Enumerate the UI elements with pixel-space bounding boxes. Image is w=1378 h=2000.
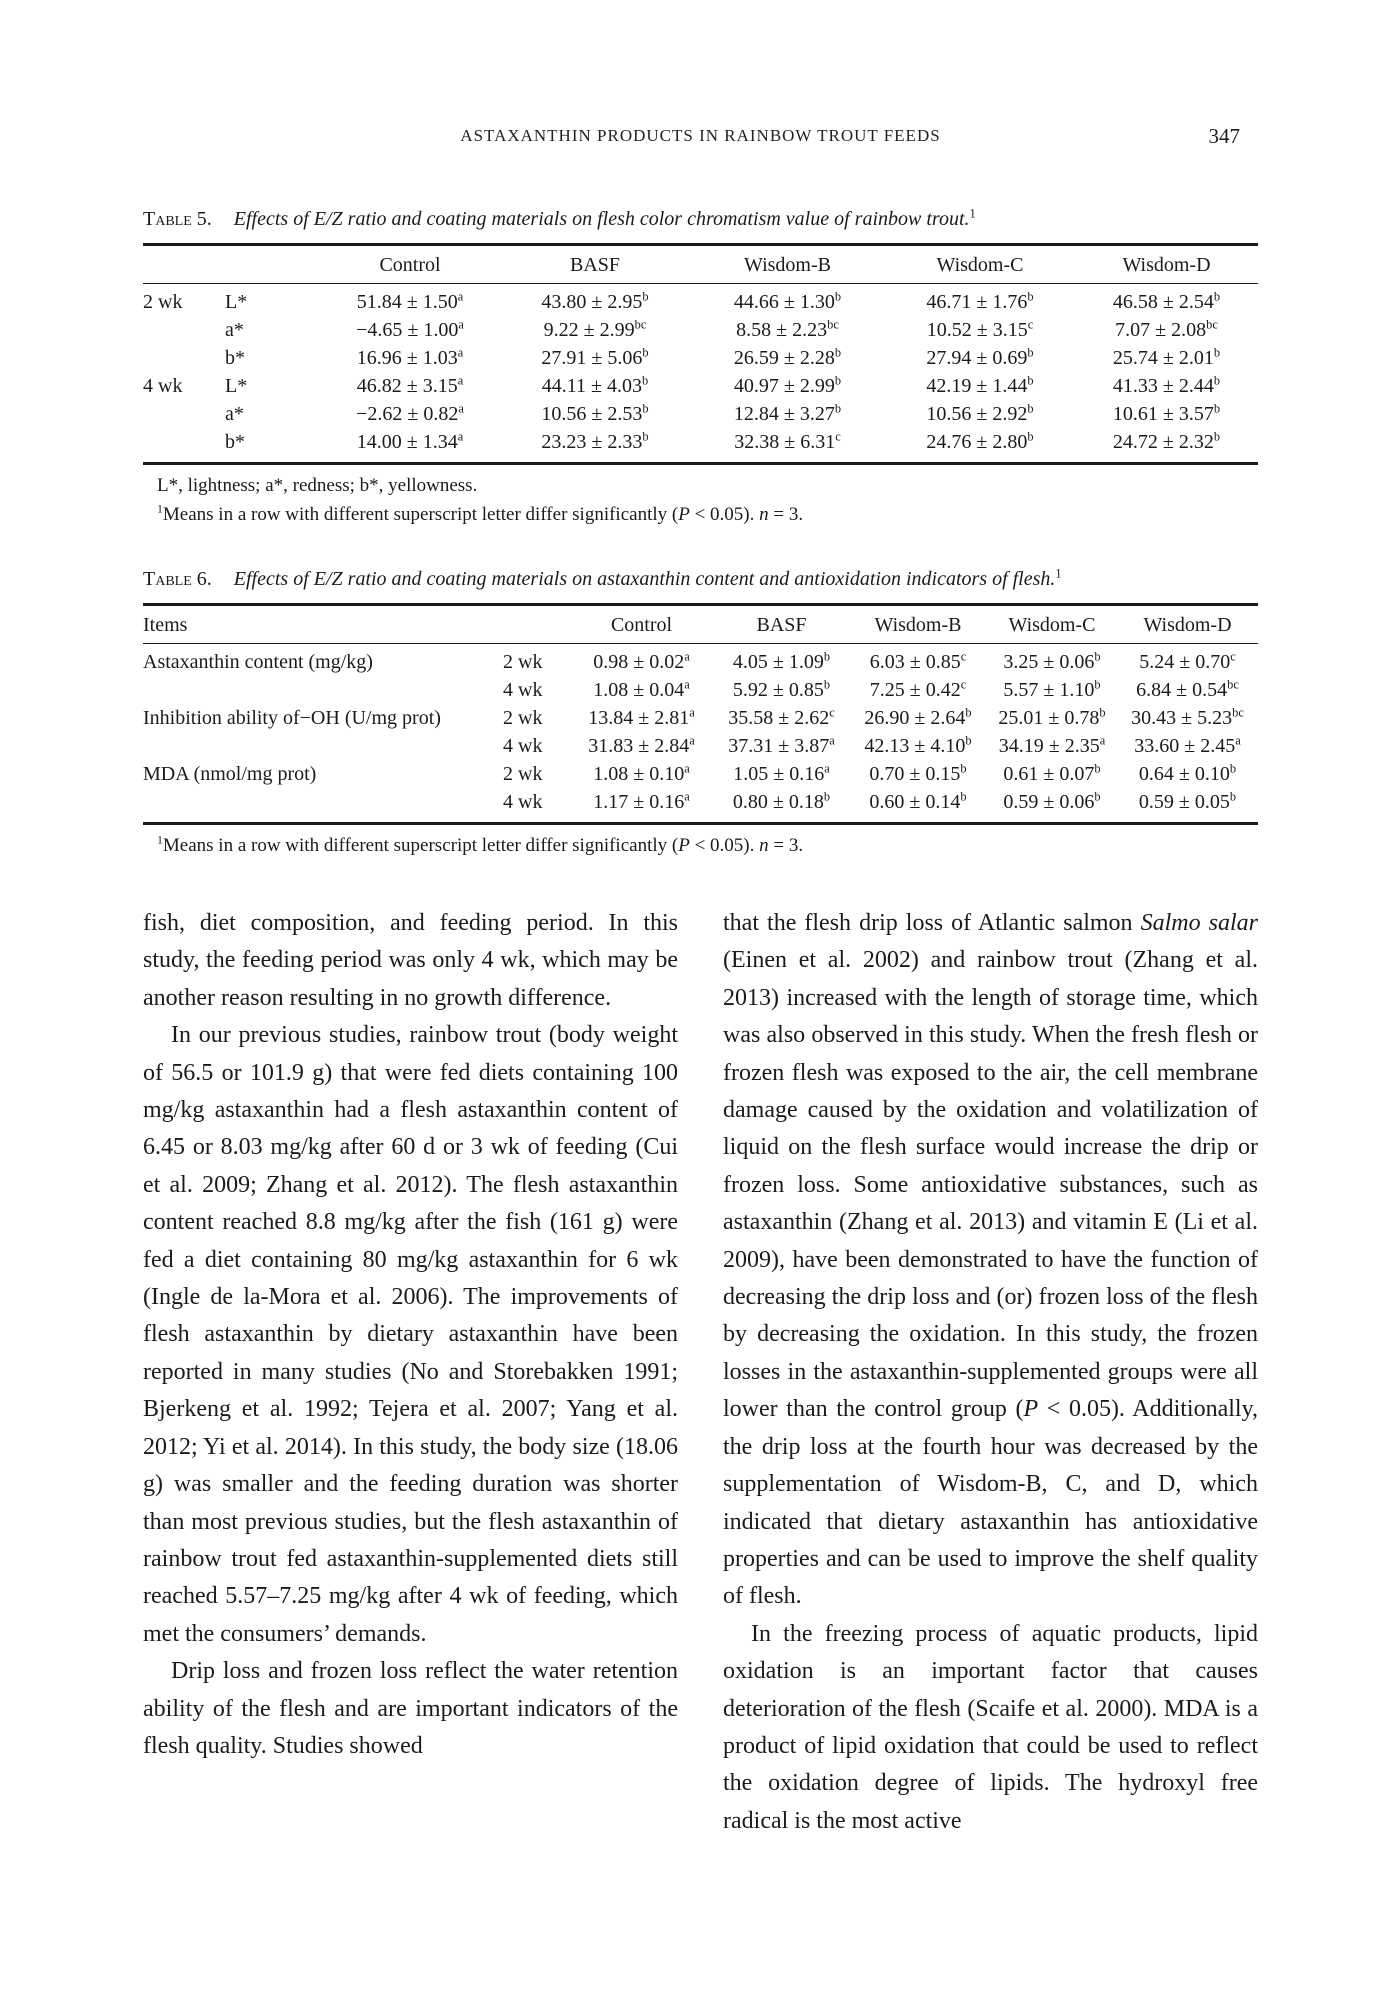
superscript: 1 <box>1055 566 1062 581</box>
data-cell <box>849 761 987 789</box>
row-label: 2 wk <box>503 651 543 673</box>
data-cell <box>849 705 987 733</box>
cell-value: 32.38 ± 6.31 <box>734 431 836 453</box>
data-cell <box>500 284 690 317</box>
data-cell <box>885 345 1075 373</box>
significance-superscript: b <box>823 677 831 692</box>
data-cell <box>1117 733 1258 761</box>
row-group-label: MDA (nmol/mg prot) <box>143 763 317 785</box>
cell-value: 1.08 ± 0.04 <box>593 679 685 701</box>
significance-superscript: b <box>1027 345 1034 360</box>
row-group-label <box>143 733 503 761</box>
cell-value: 44.11 ± 4.03 <box>541 375 643 397</box>
column-header: Wisdom-D <box>1075 245 1258 284</box>
cell-value: 0.98 ± 0.02 <box>593 651 685 673</box>
significance-superscript: a <box>829 733 835 748</box>
significance-superscript: b <box>823 649 831 664</box>
significance-superscript: a <box>457 373 464 388</box>
data-cell <box>714 705 849 733</box>
cell-value: 44.66 ± 1.30 <box>733 291 835 313</box>
table-row <box>143 644 1258 677</box>
cell-value: 3.25 ± 0.06 <box>1003 651 1095 673</box>
significance-superscript: c <box>1027 317 1034 332</box>
column-header <box>143 245 225 284</box>
data-cell <box>1117 761 1258 789</box>
data-cell <box>569 705 714 733</box>
cell-value: 46.58 ± 2.54 <box>1112 291 1214 313</box>
significance-superscript: b <box>642 373 649 388</box>
cell-value: 0.61 ± 0.07 <box>1003 763 1095 785</box>
significance-superscript: b <box>965 705 972 720</box>
significance-superscript: b <box>834 373 842 388</box>
cell-value: 40.97 ± 2.99 <box>733 375 835 397</box>
row-group-label: 2 wk <box>143 291 183 313</box>
significance-superscript: a <box>1099 733 1106 748</box>
data-cell <box>500 429 690 464</box>
column-header <box>225 245 320 284</box>
cell-value: 7.25 ± 0.42 <box>869 679 961 701</box>
column-header: Control <box>320 245 500 284</box>
significance-superscript: b <box>1099 705 1106 720</box>
significance-superscript: a <box>689 705 695 720</box>
row-group-label: 4 wk <box>143 375 183 397</box>
data-cell <box>714 644 849 677</box>
data-cell <box>1117 677 1258 705</box>
significance-superscript: bc <box>634 317 647 332</box>
cell-value: 35.58 ± 2.62 <box>728 707 830 729</box>
significance-superscript: a <box>684 677 690 692</box>
body-columns <box>143 905 1258 1840</box>
data-cell <box>885 317 1075 345</box>
table-row <box>143 345 1258 373</box>
significance-superscript: a <box>457 429 464 444</box>
cell-value: 25.74 ± 2.01 <box>1112 347 1214 369</box>
cell-value: 27.91 ± 5.06 <box>541 347 643 369</box>
data-cell <box>1075 317 1258 345</box>
table-row <box>143 705 1258 733</box>
cell-value: 5.92 ± 0.85 <box>732 679 824 701</box>
italic-text: n <box>759 835 769 856</box>
text-run: < 0.05). <box>689 835 760 856</box>
data-cell <box>714 761 849 789</box>
significance-superscript: b <box>1213 401 1221 416</box>
text-run: In our previous studies, rainbow trout (body weight of 56.5 or 101.9 g) that were fed diets containing 100 mg/kg astaxanthin had a flesh astaxanthin content of 6.45 or 8.03 mg/kg after 60 d or 3 wk of feeding (Cui et al. 2009; Zhang et al. 2012). The flesh astaxanthin content reached 8.8 mg/kg after the fish (161 g) were fed a diet containing 80 mg/kg astaxanthin for 6 wk (Ingle de la-Mora et al. 2006). The improvements of flesh astaxanthin by dietary astaxanthin have been reported in many studies (No and Storebakken 1991; Bjerkeng et al. 1992; Tejera et al. 2007; Yang et al. 2012; Yi et al. 2014). In this study, the body size (18.06 g) was smaller and the feeding duration was shorter than most previous studies, but the flesh astaxanthin of rainbow trout fed astaxanthin-supplemented diets still reached 5.57–7.25 mg/kg after 4 wk of feeding, which met the consumers’ demands. <box>143 1022 678 1647</box>
cell-value: 4.05 ± 1.09 <box>732 651 824 673</box>
cell-value: 9.22 ± 2.99 <box>543 319 635 341</box>
italic-text: P <box>678 835 690 856</box>
row-label: a* <box>225 319 244 341</box>
cell-value: 5.24 ± 0.70 <box>1139 651 1231 673</box>
significance-superscript: b <box>960 789 967 804</box>
data-cell <box>1075 401 1258 429</box>
data-cell <box>500 373 690 401</box>
data-cell <box>714 789 849 824</box>
column-header: Wisdom-C <box>885 245 1075 284</box>
cell-value: 10.52 ± 3.15 <box>926 319 1028 341</box>
column-header: Wisdom-C <box>987 605 1117 644</box>
data-cell <box>987 733 1117 761</box>
significance-superscript: c <box>1230 649 1236 664</box>
significance-superscript: b <box>1213 373 1221 388</box>
italic-text: P <box>1023 1396 1039 1423</box>
data-cell <box>885 284 1075 317</box>
table-row <box>143 761 1258 789</box>
data-cell <box>569 789 714 824</box>
data-cell <box>885 429 1075 464</box>
row-label: 2 wk <box>503 707 543 729</box>
cell-value: 27.94 ± 0.69 <box>926 347 1028 369</box>
table5-label: Table 5. <box>143 208 212 230</box>
table-row <box>143 677 1258 705</box>
text-run: Means in a row with different superscript letter differ significantly ( <box>162 504 679 525</box>
italic-text: Salmo salar <box>1140 910 1258 936</box>
row-group-label <box>143 429 225 464</box>
significance-superscript: bc <box>1206 317 1218 332</box>
table6-caption-text <box>234 568 1062 590</box>
cell-value: 46.71 ± 1.76 <box>926 291 1028 313</box>
data-cell <box>1117 705 1258 733</box>
text-run: = 3. <box>768 835 804 856</box>
cell-value: 24.76 ± 2.80 <box>926 431 1028 453</box>
cell-value: 34.19 ± 2.35 <box>998 735 1100 757</box>
italic-text: n <box>759 504 769 525</box>
row-group-label <box>143 401 225 429</box>
cell-value: 14.00 ± 1.34 <box>356 431 458 453</box>
significance-superscript: b <box>834 289 842 304</box>
cell-value: 0.59 ± 0.06 <box>1003 791 1095 813</box>
cell-value: 0.59 ± 0.05 <box>1138 791 1230 813</box>
text-run: (Einen et al. 2002) and rainbow trout (Zhang et al. 2013) increased with the length of storage time, which was also observed in this study. When the fresh flesh or frozen flesh was exposed to the air, the cell membrane damage caused by the oxidation and volatilization of liquid on the flesh surface would increase the drip or frozen loss. Some antioxidative substances, such as astaxanthin (Zhang et al. 2013) and vitamin E (Li et al. 2009), have been demonstrated to have the function of decreasing the drip loss and (or) frozen loss of the flesh by decreasing the oxidation. In this study, the frozen losses in the astaxanthin-supplemented groups were all lower than the control group ( <box>723 947 1258 1423</box>
cell-value: 30.43 ± 5.23 <box>1131 707 1233 729</box>
significance-superscript: b <box>1213 289 1221 304</box>
paragraph <box>143 905 678 1017</box>
significance-superscript: b <box>1027 289 1034 304</box>
table6-caption <box>143 568 1258 591</box>
significance-superscript: b <box>960 761 967 776</box>
italic-text: P <box>678 504 690 525</box>
significance-superscript: b <box>1027 429 1034 444</box>
table6-footnotes <box>143 833 1258 859</box>
data-cell <box>320 284 500 317</box>
column-header: BASF <box>500 245 690 284</box>
data-cell <box>714 677 849 705</box>
cell-value: 13.84 ± 2.81 <box>588 707 690 729</box>
significance-superscript: b <box>642 429 649 444</box>
data-cell <box>1117 644 1258 677</box>
text-run: = 3. <box>768 504 804 525</box>
significance-superscript: b <box>1027 401 1034 416</box>
cell-value: 42.13 ± 4.10 <box>864 735 966 757</box>
text-run: L*, lightness; a*, redness; b*, yellowness. <box>157 475 478 496</box>
table6 <box>143 603 1258 825</box>
data-cell <box>849 733 987 761</box>
column-header: Control <box>569 605 714 644</box>
data-cell <box>1075 373 1258 401</box>
significance-superscript: b <box>834 345 842 360</box>
cell-value: 42.19 ± 1.44 <box>926 375 1028 397</box>
cell-value: 0.80 ± 0.18 <box>732 791 824 813</box>
cell-value: 1.08 ± 0.10 <box>593 763 685 785</box>
table-row <box>143 789 1258 824</box>
cell-value: 12.84 ± 3.27 <box>733 403 835 425</box>
column-header: Wisdom-B <box>690 245 885 284</box>
text-run: fish, diet composition, and feeding period. In this study, the feeding period was only 4 wk, which may be another reason resulting in no growth difference. <box>143 910 678 1011</box>
data-cell <box>987 761 1117 789</box>
italic-text: Effects of E/Z ratio and coating materials on astaxanthin content and antioxidation indicators of flesh. <box>233 568 1056 590</box>
significance-superscript: b <box>1213 345 1221 360</box>
data-cell <box>690 284 885 317</box>
column-header: BASF <box>714 605 849 644</box>
significance-superscript: b <box>1094 649 1101 664</box>
row-group-label <box>143 677 503 705</box>
cell-value: 10.56 ± 2.53 <box>541 403 643 425</box>
data-cell <box>987 677 1117 705</box>
cell-value: 7.07 ± 2.08 <box>1115 319 1207 341</box>
significance-superscript: a <box>684 761 690 776</box>
row-group-label: Inhibition ability of−OH (U/mg prot) <box>143 707 441 729</box>
data-cell <box>569 733 714 761</box>
significance-superscript: b <box>1213 429 1221 444</box>
cell-value: 33.60 ± 2.45 <box>1134 735 1236 757</box>
table-row <box>143 401 1258 429</box>
data-cell <box>987 789 1117 824</box>
significance-superscript: b <box>642 289 649 304</box>
significance-superscript: a <box>458 401 464 416</box>
significance-superscript: b <box>1229 789 1237 804</box>
significance-superscript: b <box>1027 373 1034 388</box>
content-area <box>143 0 1258 1840</box>
row-group-label <box>143 317 225 345</box>
cell-value: 23.23 ± 2.33 <box>541 431 643 453</box>
significance-superscript: a <box>457 289 464 304</box>
row-label: 4 wk <box>503 679 543 701</box>
body-column-left <box>143 905 678 1840</box>
row-group-label: Astaxanthin content (mg/kg) <box>143 651 373 673</box>
cell-value: 24.72 ± 2.32 <box>1112 431 1214 453</box>
cell-value: 16.96 ± 1.03 <box>356 347 458 369</box>
significance-superscript: c <box>960 649 967 664</box>
row-label: b* <box>225 347 245 369</box>
footnote <box>157 502 1258 528</box>
table-row <box>143 429 1258 464</box>
cell-value: 10.56 ± 2.92 <box>926 403 1028 425</box>
table5 <box>143 243 1258 465</box>
significance-superscript: b <box>1094 789 1101 804</box>
cell-value: 10.61 ± 3.57 <box>1112 403 1214 425</box>
cell-value: 25.01 ± 0.78 <box>998 707 1100 729</box>
cell-value: 46.82 ± 3.15 <box>356 375 458 397</box>
superscript: 1 <box>157 502 163 516</box>
significance-superscript: b <box>965 733 972 748</box>
cell-value: 6.84 ± 0.54 <box>1136 679 1228 701</box>
table-row <box>143 284 1258 317</box>
data-cell <box>987 705 1117 733</box>
significance-superscript: b <box>642 345 649 360</box>
cell-value: 6.03 ± 0.85 <box>869 651 961 673</box>
table-row <box>143 317 1258 345</box>
cell-value: 0.64 ± 0.10 <box>1138 763 1230 785</box>
row-label: L* <box>225 375 248 397</box>
footnote <box>157 833 1258 859</box>
data-cell <box>569 761 714 789</box>
table-row <box>143 373 1258 401</box>
data-cell <box>987 644 1117 677</box>
data-cell <box>690 401 885 429</box>
significance-superscript: bc <box>827 317 839 332</box>
significance-superscript: a <box>824 761 830 776</box>
data-cell <box>500 345 690 373</box>
significance-superscript: b <box>1094 761 1101 776</box>
significance-superscript: c <box>960 677 967 692</box>
column-header: Wisdom-D <box>1117 605 1258 644</box>
data-cell <box>569 677 714 705</box>
paragraph <box>143 1653 678 1765</box>
row-label: L* <box>225 291 248 313</box>
data-cell <box>690 317 885 345</box>
significance-superscript: b <box>1094 677 1101 692</box>
row-label: a* <box>225 403 244 425</box>
row-group-label <box>143 789 503 824</box>
data-cell <box>885 401 1075 429</box>
paragraph <box>143 1017 678 1653</box>
column-header <box>503 605 569 644</box>
significance-superscript: a <box>458 317 464 332</box>
data-cell <box>885 373 1075 401</box>
data-cell <box>320 373 500 401</box>
significance-superscript: a <box>1235 733 1241 748</box>
significance-superscript: a <box>689 733 695 748</box>
cell-value: 41.33 ± 2.44 <box>1112 375 1214 397</box>
data-cell <box>1075 284 1258 317</box>
data-cell <box>320 317 500 345</box>
row-label: b* <box>225 431 245 453</box>
data-cell <box>849 789 987 824</box>
significance-superscript: c <box>829 705 835 720</box>
running-head-row <box>143 126 1258 152</box>
data-cell <box>500 317 690 345</box>
text-run: In the freezing process of aquatic products, lipid oxidation is an important factor that causes deterioration of the flesh (Scaife et al. 2000). MDA is a product of lipid oxidation that could be used to reflect the oxidation degree of lipids. The hydroxyl free radical is the most active <box>723 1620 1258 1834</box>
cell-value: 51.84 ± 1.50 <box>356 291 458 313</box>
data-cell <box>1075 345 1258 373</box>
body-column-right <box>723 905 1258 1840</box>
data-cell <box>320 401 500 429</box>
cell-value: 26.90 ± 2.64 <box>864 707 966 729</box>
italic-text: Effects of E/Z ratio and coating materials on flesh color chromatism value of rainbow trout. <box>233 208 970 230</box>
text-run: Means in a row with different superscript letter differ significantly ( <box>162 835 679 856</box>
data-cell <box>849 644 987 677</box>
significance-superscript: bc <box>1227 677 1239 692</box>
significance-superscript: a <box>457 345 464 360</box>
data-cell <box>690 345 885 373</box>
cell-value: 43.80 ± 2.95 <box>541 291 643 313</box>
text-run: Drip loss and frozen loss reflect the water retention ability of the flesh and are important indicators of the flesh quality. Studies showed <box>143 1658 678 1759</box>
row-label: 2 wk <box>503 763 543 785</box>
table6-label: Table 6. <box>143 568 212 590</box>
data-cell <box>714 733 849 761</box>
superscript: 1 <box>157 833 163 847</box>
superscript: 1 <box>969 206 976 221</box>
significance-superscript: b <box>642 401 649 416</box>
data-cell <box>690 373 885 401</box>
data-cell <box>1075 429 1258 464</box>
cell-value: −2.62 ± 0.82 <box>356 403 459 425</box>
data-cell <box>849 677 987 705</box>
cell-value: 8.58 ± 2.23 <box>736 319 828 341</box>
header-row <box>143 605 1258 644</box>
column-header: Wisdom-B <box>849 605 987 644</box>
column-header: Items <box>143 605 503 644</box>
table5-footnotes <box>143 473 1258 528</box>
row-group-label <box>143 345 225 373</box>
cell-value: −4.65 ± 1.00 <box>356 319 459 341</box>
cell-value: 37.31 ± 3.87 <box>728 735 830 757</box>
table5-caption-text <box>234 208 976 230</box>
page-number: 347 <box>1208 124 1240 148</box>
table-row <box>143 733 1258 761</box>
significance-superscript: a <box>684 649 690 664</box>
running-head: ASTAXANTHIN PRODUCTS IN RAINBOW TROUT FEEDS <box>460 126 941 145</box>
cell-value: 1.17 ± 0.16 <box>593 791 685 813</box>
significance-superscript: b <box>1229 761 1237 776</box>
cell-value: 1.05 ± 0.16 <box>733 763 825 785</box>
data-cell <box>569 644 714 677</box>
significance-superscript: b <box>834 401 842 416</box>
cell-value: 31.83 ± 2.84 <box>588 735 690 757</box>
row-label: 4 wk <box>503 791 543 813</box>
text-run: that the flesh drip loss of Atlantic salmon <box>723 910 1141 936</box>
cell-value: 0.70 ± 0.15 <box>869 763 961 785</box>
header-row <box>143 245 1258 284</box>
cell-value: 0.60 ± 0.14 <box>869 791 961 813</box>
data-cell <box>1117 789 1258 824</box>
paragraph <box>723 1616 1258 1840</box>
row-label: 4 wk <box>503 735 543 757</box>
significance-superscript: a <box>684 789 690 804</box>
data-cell <box>320 429 500 464</box>
paragraph <box>723 905 1258 1616</box>
significance-superscript: c <box>835 429 841 444</box>
significance-superscript: b <box>823 789 831 804</box>
cell-value: 5.57 ± 1.10 <box>1003 679 1095 701</box>
text-run: < 0.05). Additionally, the drip loss at the fourth hour was decreased by the supplementation of Wisdom-B, C, and D, which indicated that dietary astaxanthin has antioxidative properties and can be used to improve the shelf quality of flesh. <box>723 1396 1259 1610</box>
text-run: < 0.05). <box>689 504 760 525</box>
cell-value: 26.59 ± 2.28 <box>733 347 835 369</box>
data-cell <box>320 345 500 373</box>
footnote <box>157 473 1258 499</box>
data-cell <box>690 429 885 464</box>
significance-superscript: bc <box>1232 705 1244 720</box>
table5-caption <box>143 208 1258 231</box>
data-cell <box>500 401 690 429</box>
